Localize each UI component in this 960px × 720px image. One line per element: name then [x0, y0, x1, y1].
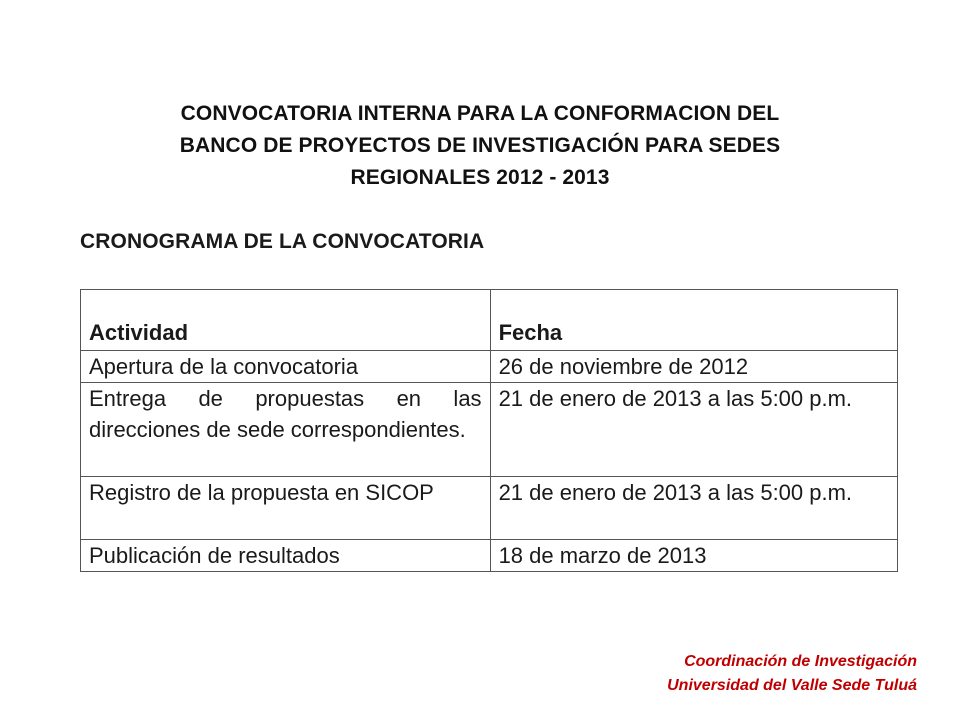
slide-title-line-2: BANCO DE PROYECTOS DE INVESTIGACIÓN PARA SEDES — [179, 134, 781, 157]
table-row — [81, 383, 898, 477]
schedule-table — [80, 289, 898, 572]
table-row — [81, 351, 898, 383]
activity-cell: Apertura de la convocatoria — [81, 351, 491, 383]
date-cell: 18 de marzo de 2013 — [490, 540, 897, 572]
table-row — [81, 540, 898, 572]
slide-title-line-3: REGIONALES 2012 - 2013 — [350, 166, 610, 189]
footer-line-1: Coordinación de Investigación — [684, 653, 917, 670]
date-cell: 21 de enero de 2013 a las 5:00 p.m. — [490, 477, 897, 540]
activity-cell: Publicación de resultados — [81, 540, 491, 572]
date-cell: 21 de enero de 2013 a las 5:00 p.m. — [490, 383, 897, 477]
activity-cell: Registro de la propuesta en SICOP — [81, 477, 491, 540]
slide-title — [80, 98, 880, 194]
table-header-row — [81, 290, 898, 351]
section-title: CRONOGRAMA DE LA CONVOCATORIA — [80, 230, 485, 253]
header-date: Fecha — [490, 290, 897, 351]
date-cell: 26 de noviembre de 2012 — [490, 351, 897, 383]
slide-title-line-1: CONVOCATORIA INTERNA PARA LA CONFORMACION DEL — [180, 102, 780, 125]
footer-credits — [667, 650, 917, 698]
header-activity: Actividad — [81, 290, 491, 351]
footer-line-2: Universidad del Valle Sede Tuluá — [667, 677, 917, 694]
activity-cell: Entrega de propuestas en las direcciones de sede correspondientes. — [81, 383, 491, 477]
table-row — [81, 477, 898, 540]
